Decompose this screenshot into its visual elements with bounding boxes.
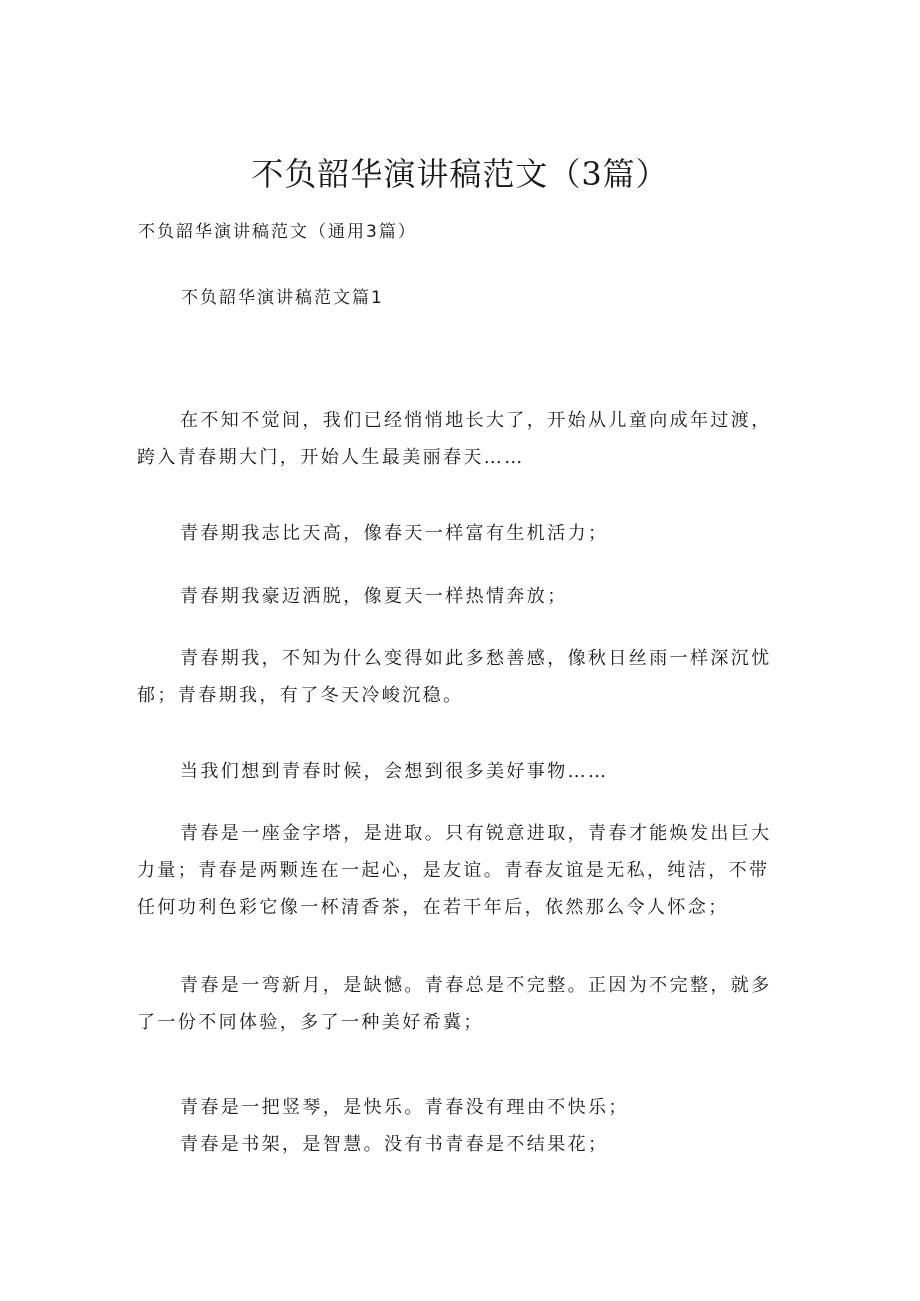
paragraph: 当我们想到青春时候，会想到很多美好事物…… <box>180 761 609 782</box>
paragraph: 在不知不觉间，我们已经悄悄地长大了，开始从儿童向成年过渡，跨入青春期大门，开始人生最美丽春天…… <box>137 410 772 468</box>
section-heading: 不负韶华演讲稿范文篇1 <box>181 288 384 308</box>
paragraph: 青春是一座金字塔，是进取。只有锐意进取，青春才能焕发出巨大力量；青春是两颗连在一起心，是友谊。青春友谊是无私，纯洁，不带任何功利色彩它像一杯清香茶，在若干年后，依然那么令人怀念； <box>137 823 772 918</box>
document-title: 不负韶华演讲稿范文（3篇） <box>251 155 669 193</box>
paragraph: 青春是一把竖琴，是快乐。青春没有理由不快乐； <box>180 1097 629 1118</box>
paragraph: 青春期我，不知为什么变得如此多愁善感，像秋日丝雨一样深沉忧郁；青春期我，有了冬天冷峻沉稳。 <box>137 648 772 706</box>
document-subtitle: 不负韶华演讲稿范文（通用3篇） <box>138 222 417 242</box>
paragraph: 青春期我豪迈洒脱，像夏天一样热情奔放； <box>180 586 568 607</box>
paragraph: 青春是书架，是智慧。没有书青春是不结果花； <box>180 1134 609 1155</box>
paragraph: 青春是一弯新月，是缺憾。青春总是不完整。正因为不完整，就多了一份不同体验，多了一种美好希冀； <box>137 975 772 1033</box>
paragraph: 青春期我志比天高，像春天一样富有生机活力； <box>180 523 609 544</box>
